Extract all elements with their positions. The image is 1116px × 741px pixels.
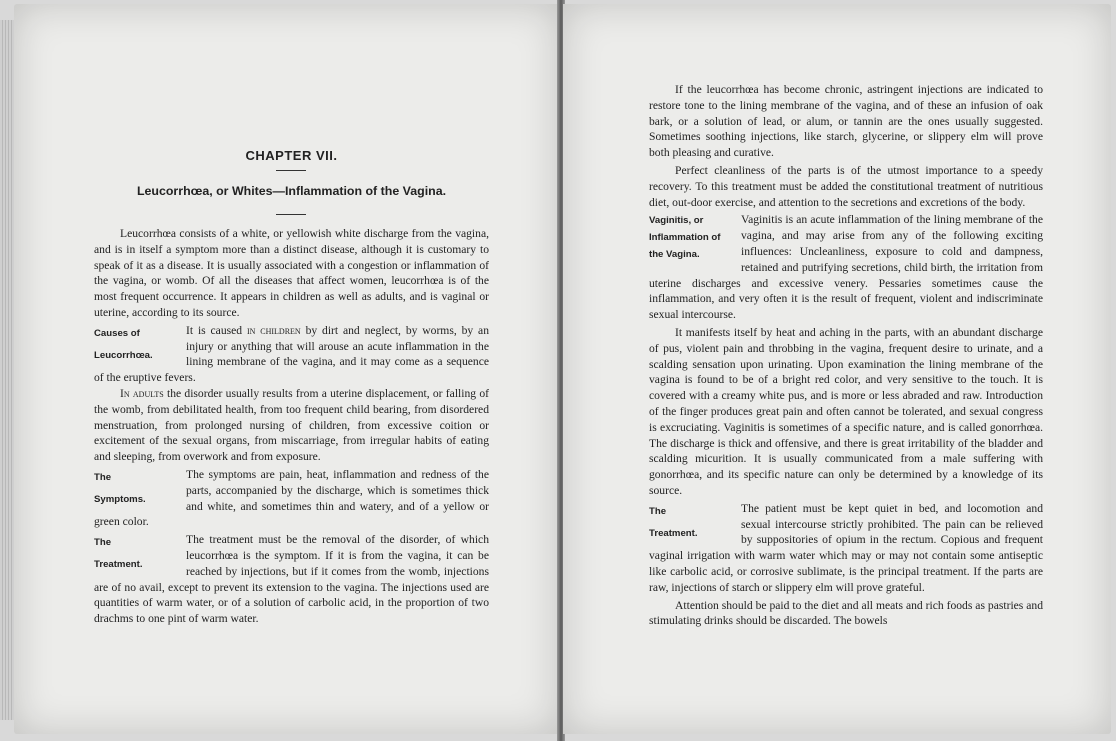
right-page xyxy=(563,4,1111,734)
symptoms-paragraph: The Symptoms. The symptoms are pain, heat, inflammation and redness of the parts, accompanied by the discharge, which is sometimes thick and white, and sometimes thin and watery, and of a yellow or green color. xyxy=(94,467,489,529)
cleanliness-paragraph: Perfect cleanliness of the parts is of the utmost importance to a speedy recovery. To this treatment must be added the constitutional treatment of nutritious diet, out-door exercise, and attention to the secretions and excretions of the body. xyxy=(649,163,1043,209)
adults-paragraph: In adults the disorder usually results from a uterine displacement, or falling of the womb, from debilitated health, from too frequent child bearing, from disordered menstruation, from prolonged nursing of children, from excessive coition or excitement of the sexual organs, from miscarriage, from irregular habits of eating and sleeping, from overwork and from exposure. xyxy=(94,386,489,464)
sidehead-causes: Causes of Leucorrhœa. xyxy=(94,327,153,361)
intro-paragraph: Leucorrhœa consists of a white, or yellowish white discharge from the vagina, and is in itself a symptom more than a distinct disease, although it is customary to speak of it as a disease. It is usually associated with a congestion or inflammation of the vagina, or womb. Of all the diseases that affect women, leucorrhœa is of the most frequent occurrence. It appears in children as well as adults, and is vaginal or uterine, according to its source. xyxy=(94,227,489,319)
attention-paragraph: Attention should be paid to the diet and all meats and rich foods as pastries and stimulating drinks should be discarded. The bowels xyxy=(649,598,1043,628)
right-body-text xyxy=(649,82,1043,629)
rule-divider-bottom xyxy=(276,214,306,215)
rule-divider-top xyxy=(276,170,306,171)
chronic-paragraph: If the leucorrhœa has become chronic, astringent injections are indicated to restore tone to the lining membrane of the vagina, and of these an infusion of oak bark, or a solution of lead, or alum, or tannin are the ones usually suggested. Sometimes soothing injections, like starch, glycerine, or slippery elm will prove both pleasing and curative. xyxy=(649,83,1043,160)
sidehead-treatment: The Treatment. xyxy=(94,537,143,571)
manifests-paragraph: It manifests itself by heat and aching in the parts, with an abundant discharge of pus, violent pain and throbbing in the vagina, frequent desire to urinate, and a scalding sensation upon urinating. Upon examination the lining membrane of the vagina is found to be of a bright red color, and very sensitive to the touch. It is covered with a creamy white pus, and is more or less abraded and raw. Introduction of the finger produces great pain and often cannot be tolerated, and sexual congress is excruciating. Vaginitis is sometimes of a specific nature, and is called gonorrhœa. The discharge is thick and offensive, and there is great irritability of the bladder and scalding micurition. It is usually communicated from a male suffering with gonorrhœa, and its specific nature can only be determined by a knowledge of its source. xyxy=(649,325,1043,497)
left-page xyxy=(14,4,559,734)
sidehead-symptoms: The Symptoms. xyxy=(94,471,146,505)
treatment-paragraph: The Treatment. The treatment must be the removal of the disorder, of which leucorrhœa is the symptom. If it is from the vagina, it can be reached by injections, but if it comes from the womb, injections are of no avail, except to prevent its extension to the vagina. The injections used are quantities of warm water, or of a solution of carbolic acid, in the proportion of two drachms to one pint of warm water. xyxy=(94,533,489,626)
right-treatment-paragraph: The Treatment. The patient must be kept quiet in bed, and locomotion and sexual intercourse strictly prohibited. The pain can be relieved by suppositories of opium in the rectum. Copious and frequent vaginal irrigation with warm water which may or may not contain some antiseptic like carbolic acid, or corrosive sublimate, is the principal treatment. If the parts are raw, injections of starch or slippery elm will prove grateful. xyxy=(649,501,1043,594)
sidehead-right-treatment: The Treatment. xyxy=(649,505,698,539)
vaginitis-paragraph: Vaginitis, or Inflammation of the Vagina. Vaginitis is an acute inflammation of the lining membrane of the vagina, and may arise from any of the following exciting influences: Uncleanliness, exposure to cold and dampness, retained and putrifying secretions, child birth, the irritation from uterine discharges and excessive venery. Pessaries sometimes cause the inflammation, and very often it is the result of frequent, violent and indiscriminate sexual intercourse. xyxy=(649,213,1043,322)
sidehead-vaginitis: Vaginitis, or Inflammation of the Vagina. xyxy=(649,215,721,261)
left-body-text xyxy=(94,226,489,627)
causes-paragraph: Causes of Leucorrhœa. It is caused in children by dirt and neglect, by worms, by an injury or anything that will arouse an acute inflammation in the lining membrane of the vagina, and it may come as a sequence of the eruptive fevers. xyxy=(94,323,489,385)
chapter-heading: CHAPTER VII. xyxy=(245,148,338,163)
chapter-subtitle: Leucorrhœa, or Whites—Inflammation of the Vagina. xyxy=(136,184,447,198)
